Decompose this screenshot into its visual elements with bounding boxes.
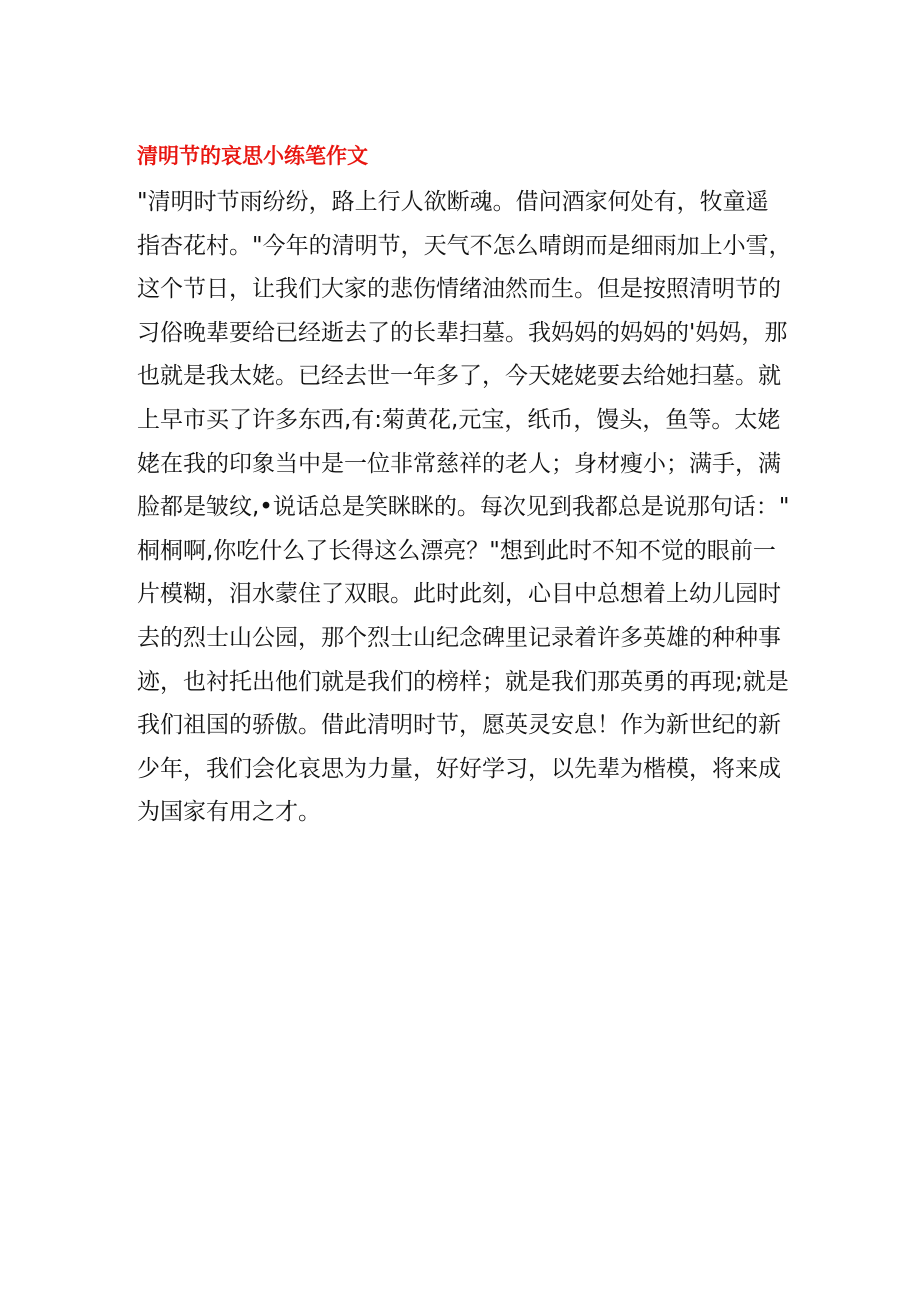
document-body: "清明时节雨纷纷，路上行人欲断魂。借问酒家何处有，牧童遥 指杏花村。"今年的清明节，天气不怎么晴朗而是细雨加上小雪， 这个节日，让我们大家的悲伤情绪油然而生。但是按照清明节的 习俗晚辈要给已经逝去了的长辈扫墓。我妈妈的妈妈的'妈妈，那 也就是我太姥。已经去世一年多了，今天姥姥要去给她扫墓。就 上早市买了许多东西,有:菊黄花,元宝，纸币，馒头，鱼等。太姥 姥在我的印象当中是一位非常慈祥的老人；身材瘦小；满手，满 脸都是皱纹,•说话总是笑眯眯的。每次见到我都总是说那句话：" 桐桐啊,你吃什么了长得这么漂亮？"想到此时不知不觉的眼前一 片模糊，泪水蒙住了双眼。此时此刻，心目中总想着上幼儿园时 去的烈士山公园，那个烈士山纪念碑里记录着许多英雄的种种事 迹，也衬托出他们就是我们的榜样；就是我们那英勇的再现;就是 我们祖国的骄傲。借此清明时节，愿英灵安息！作为新世纪的新 少年，我们会化哀思为力量，好好学习，以先辈为楷模，将来成 为国家有用之才。: [137, 189, 792, 826]
document-title: 清明节的哀思小练笔作文: [137, 144, 368, 168]
